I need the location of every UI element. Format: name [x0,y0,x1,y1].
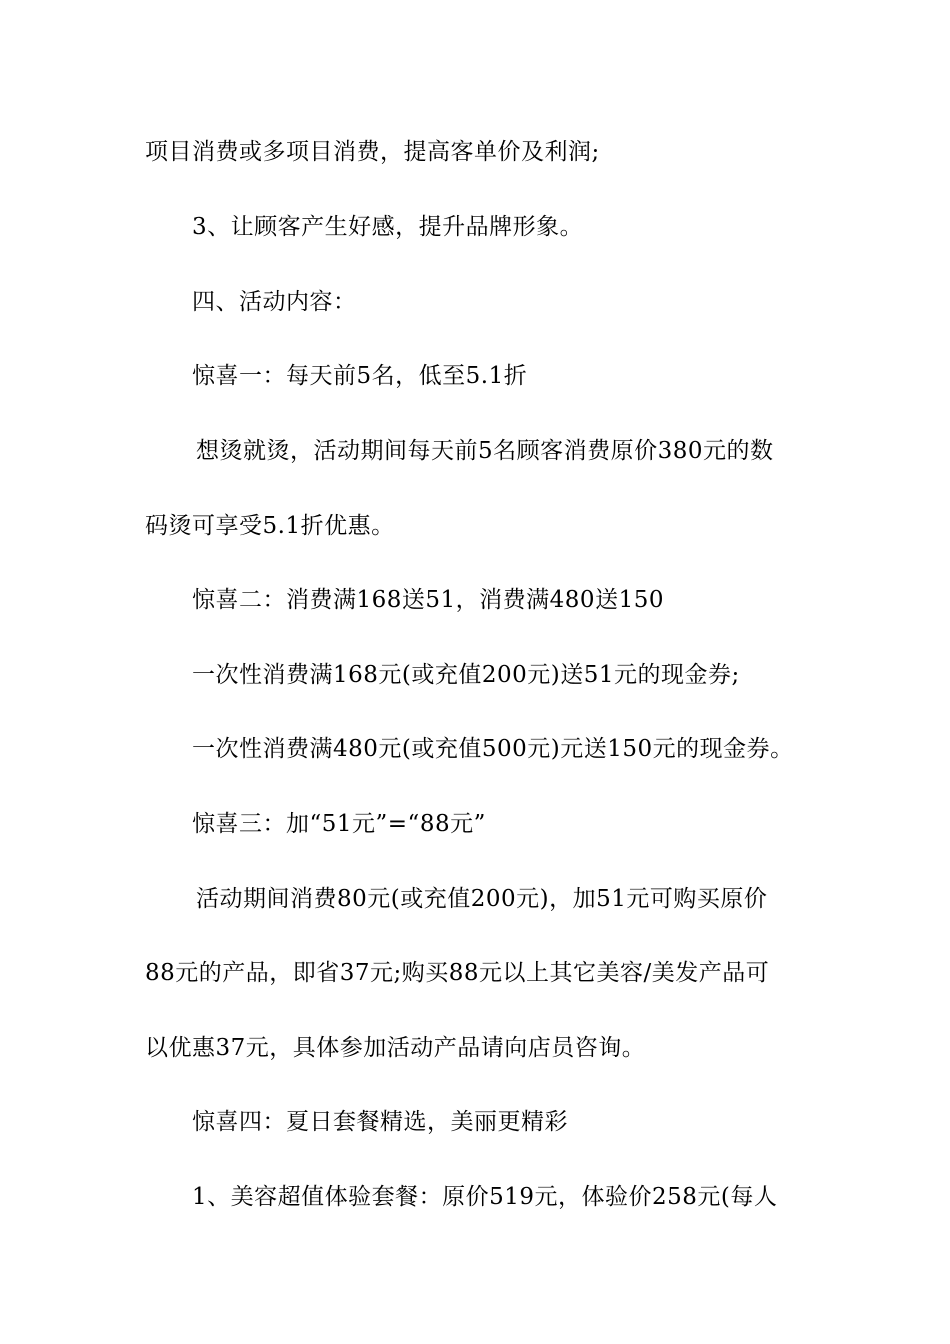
text-line-11: 活动期间消费80元(或充值200元)，加51元可购买原价 [196,886,768,912]
text-line-1: 项目消费或多项目消费，提高客单价及利润; [145,139,600,165]
surprise-1-heading: 惊喜一：每天前5名，低至5.1折 [192,363,528,389]
text-line-9: 一次性消费满480元(或充值500元)元送150元的现金券。 [192,736,794,762]
section-heading-activity-content: 四、活动内容： [192,289,357,315]
text-line-15: 1、美容超值体验套餐：原价519元，体验价258元(每人 [192,1184,778,1210]
text-line-2: 3、让顾客产生好感，提升品牌形象。 [192,214,584,240]
surprise-3-heading: 惊喜三：加“51元”=“88元” [192,811,486,837]
text-line-5: 想烫就烫，活动期间每天前5名顾客消费原价380元的数 [196,438,774,464]
surprise-2-heading: 惊喜二：消费满168送51，消费满480送150 [192,587,664,613]
text-line-8: 一次性消费满168元(或充值200元)送51元的现金券; [192,662,740,688]
text-line-6: 码烫可享受5.1折优惠。 [145,513,395,539]
text-line-13: 以优惠37元，具体参加活动产品请向店员咨询。 [145,1035,646,1061]
text-line-12: 88元的产品，即省37元;购买88元以上其它美容/美发产品可 [145,960,770,986]
surprise-4-heading: 惊喜四：夏日套餐精选，美丽更精彩 [192,1109,568,1135]
